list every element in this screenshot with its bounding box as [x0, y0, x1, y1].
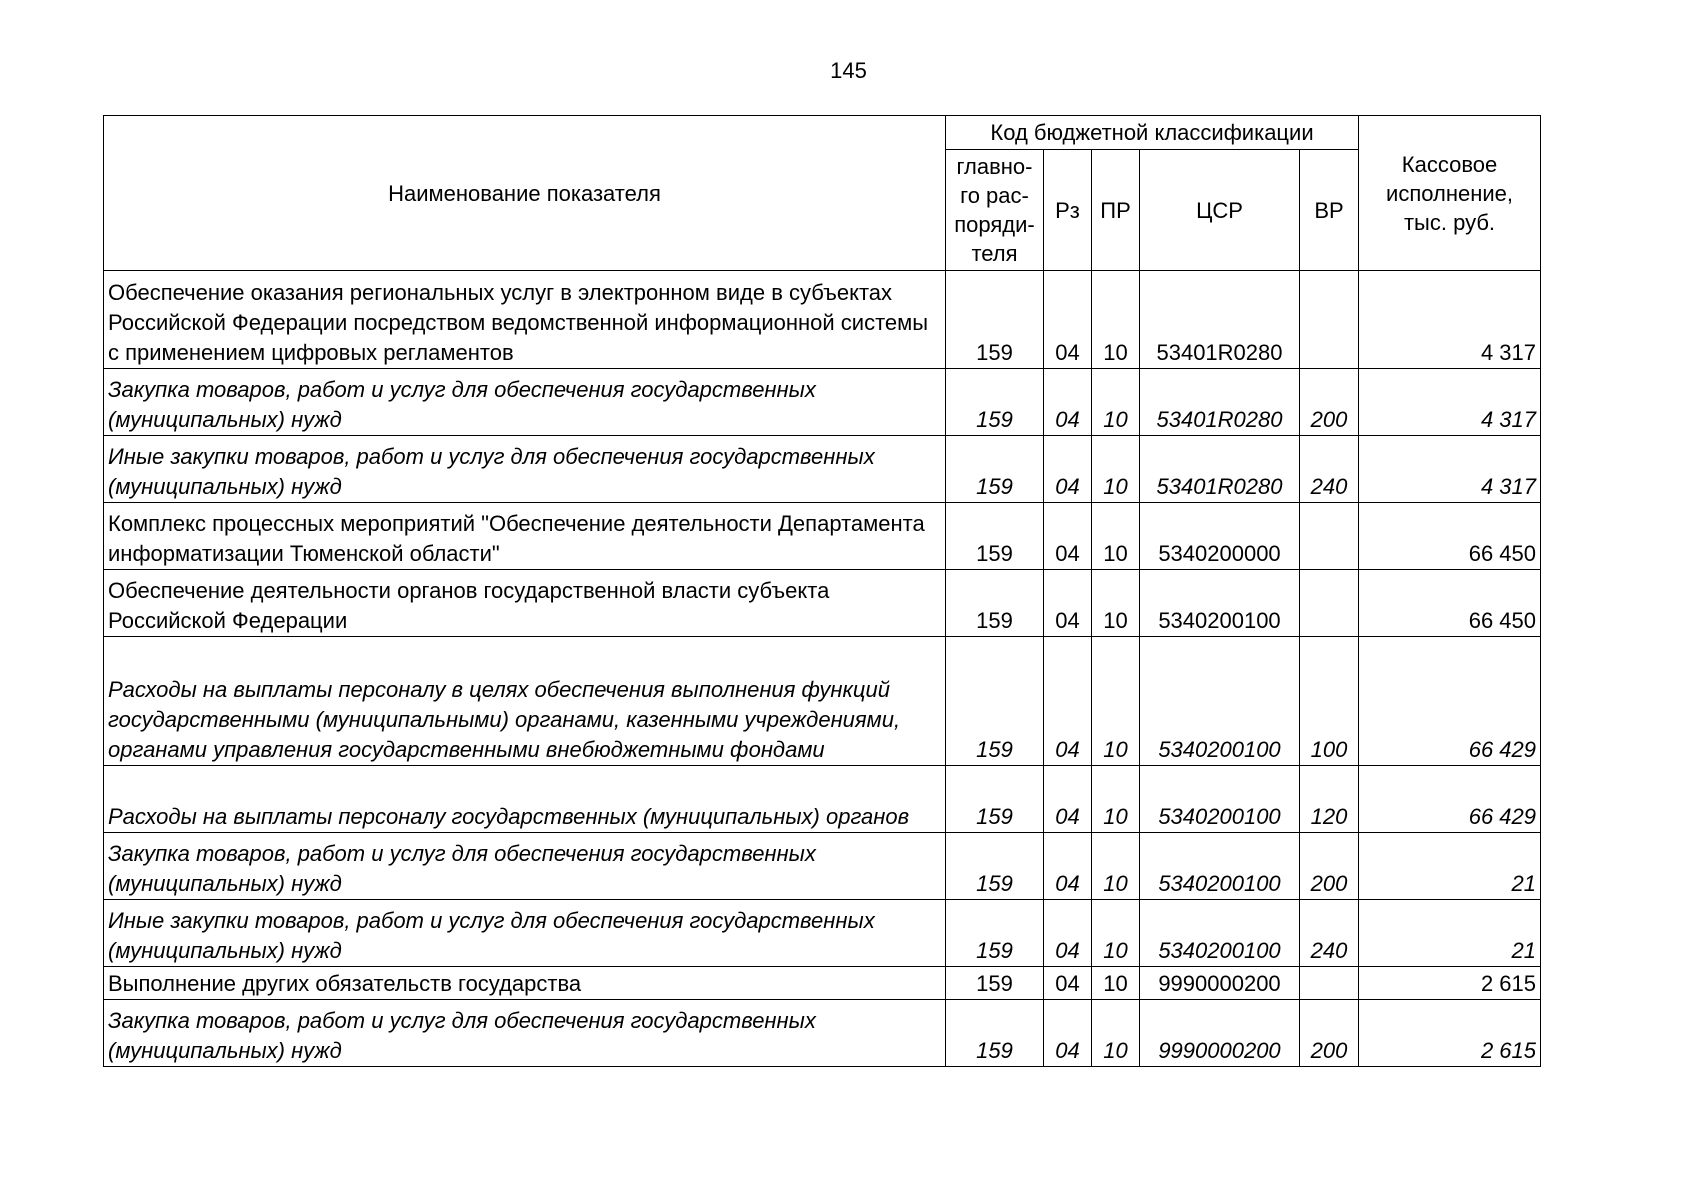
table-row [104, 900, 1541, 967]
header-vr: ВР [1300, 150, 1359, 271]
row-grbs-cell: 159 [946, 967, 1044, 1000]
row-amount-cell: 4 317 [1359, 271, 1541, 369]
row-pr-cell: 10 [1092, 967, 1140, 1000]
row-amount-cell: 66 429 [1359, 766, 1541, 833]
row-rz-cell: 04 [1044, 900, 1092, 967]
row-grbs-cell: 159 [946, 900, 1044, 967]
row-pr-cell: 10 [1092, 369, 1140, 436]
header-grbs: главно-го рас-поряди-теля [946, 150, 1044, 271]
row-rz-cell: 04 [1044, 271, 1092, 369]
row-csr-cell: 53401R0280 [1140, 436, 1300, 503]
row-csr-cell: 53401R0280 [1140, 271, 1300, 369]
row-amount-cell: 66 450 [1359, 503, 1541, 570]
row-pr-cell: 10 [1092, 503, 1140, 570]
row-vr-cell [1300, 271, 1359, 369]
row-vr-cell: 200 [1300, 833, 1359, 900]
header-code-group: Код бюджетной классификации [946, 116, 1359, 150]
row-grbs-cell: 159 [946, 833, 1044, 900]
row-csr-cell: 53401R0280 [1140, 369, 1300, 436]
row-name-cell: Иные закупки товаров, работ и услуг для обеспечения государственных (муниципальных) нужд [104, 900, 946, 967]
row-pr-cell: 10 [1092, 271, 1140, 369]
row-amount-cell: 4 317 [1359, 369, 1541, 436]
row-csr-cell: 9990000200 [1140, 967, 1300, 1000]
row-grbs-cell: 159 [946, 503, 1044, 570]
header-pr: ПР [1092, 150, 1140, 271]
table-row [104, 570, 1541, 637]
row-vr-cell [1300, 570, 1359, 637]
row-rz-cell: 04 [1044, 766, 1092, 833]
row-rz-cell: 04 [1044, 637, 1092, 766]
table-row [104, 271, 1541, 369]
row-rz-cell: 04 [1044, 436, 1092, 503]
row-vr-cell: 240 [1300, 900, 1359, 967]
row-rz-cell: 04 [1044, 833, 1092, 900]
row-pr-cell: 10 [1092, 436, 1140, 503]
row-vr-cell [1300, 503, 1359, 570]
header-name: Наименование показателя [104, 116, 946, 271]
row-csr-cell: 5340200100 [1140, 833, 1300, 900]
row-amount-cell: 21 [1359, 900, 1541, 967]
row-amount-cell: 21 [1359, 833, 1541, 900]
row-rz-cell: 04 [1044, 369, 1092, 436]
row-pr-cell: 10 [1092, 570, 1140, 637]
table-row [104, 1000, 1541, 1067]
row-pr-cell: 10 [1092, 1000, 1140, 1067]
row-rz-cell: 04 [1044, 570, 1092, 637]
row-name-cell: Закупка товаров, работ и услуг для обеспечения государственных (муниципальных) нужд [104, 833, 946, 900]
table-row [104, 369, 1541, 436]
table-row [104, 967, 1541, 1000]
row-grbs-cell: 159 [946, 766, 1044, 833]
row-pr-cell: 10 [1092, 833, 1140, 900]
table-row [104, 436, 1541, 503]
row-amount-cell: 2 615 [1359, 1000, 1541, 1067]
row-name-cell: Расходы на выплаты персоналу в целях обеспечения выполнения функций государственными (муниципальными) органами, казенными учреждениями, органами управления государственными внебюджетными фондами [104, 637, 946, 766]
row-vr-cell: 120 [1300, 766, 1359, 833]
row-grbs-cell: 159 [946, 1000, 1044, 1067]
table-row [104, 833, 1541, 900]
row-csr-cell: 5340200100 [1140, 900, 1300, 967]
row-amount-cell: 66 429 [1359, 637, 1541, 766]
row-csr-cell: 5340200000 [1140, 503, 1300, 570]
row-pr-cell: 10 [1092, 766, 1140, 833]
row-grbs-cell: 159 [946, 570, 1044, 637]
row-name-cell: Обеспечение деятельности органов государственной власти субъекта Российской Федерации [104, 570, 946, 637]
row-name-cell: Закупка товаров, работ и услуг для обеспечения государственных (муниципальных) нужд [104, 369, 946, 436]
table-row [104, 637, 1541, 766]
row-name-cell: Выполнение других обязательств государства [104, 967, 946, 1000]
row-vr-cell [1300, 967, 1359, 1000]
row-rz-cell: 04 [1044, 967, 1092, 1000]
row-grbs-cell: 159 [946, 637, 1044, 766]
row-vr-cell: 240 [1300, 436, 1359, 503]
row-vr-cell: 200 [1300, 369, 1359, 436]
row-pr-cell: 10 [1092, 637, 1140, 766]
row-csr-cell: 5340200100 [1140, 766, 1300, 833]
row-csr-cell: 9990000200 [1140, 1000, 1300, 1067]
header-amount: Кассовое исполнение, тыс. руб. [1359, 116, 1541, 271]
row-amount-cell: 4 317 [1359, 436, 1541, 503]
row-amount-cell: 66 450 [1359, 570, 1541, 637]
row-amount-cell: 2 615 [1359, 967, 1541, 1000]
row-pr-cell: 10 [1092, 900, 1140, 967]
row-csr-cell: 5340200100 [1140, 637, 1300, 766]
row-csr-cell: 5340200100 [1140, 570, 1300, 637]
table-row [104, 766, 1541, 833]
header-csr: ЦСР [1140, 150, 1300, 271]
row-grbs-cell: 159 [946, 369, 1044, 436]
row-name-cell: Закупка товаров, работ и услуг для обеспечения государственных (муниципальных) нужд [104, 1000, 946, 1067]
budget-execution-table [103, 115, 1541, 1067]
row-name-cell: Комплекс процессных мероприятий "Обеспечение деятельности Департамента информатизации Тюменской области" [104, 503, 946, 570]
page-number: 145 [830, 58, 867, 83]
table-body [104, 271, 1541, 1067]
row-grbs-cell: 159 [946, 436, 1044, 503]
row-name-cell: Иные закупки товаров, работ и услуг для обеспечения государственных (муниципальных) нужд [104, 436, 946, 503]
row-name-cell: Расходы на выплаты персоналу государственных (муниципальных) органов [104, 766, 946, 833]
row-vr-cell: 200 [1300, 1000, 1359, 1067]
table-row [104, 503, 1541, 570]
row-vr-cell: 100 [1300, 637, 1359, 766]
row-name-cell: Обеспечение оказания региональных услуг в электронном виде в субъектах Российской Федерации посредством ведомственной информационной системы с применением цифровых регламентов [104, 271, 946, 369]
row-grbs-cell: 159 [946, 271, 1044, 369]
header-rz: Рз [1044, 150, 1092, 271]
row-rz-cell: 04 [1044, 1000, 1092, 1067]
row-rz-cell: 04 [1044, 503, 1092, 570]
